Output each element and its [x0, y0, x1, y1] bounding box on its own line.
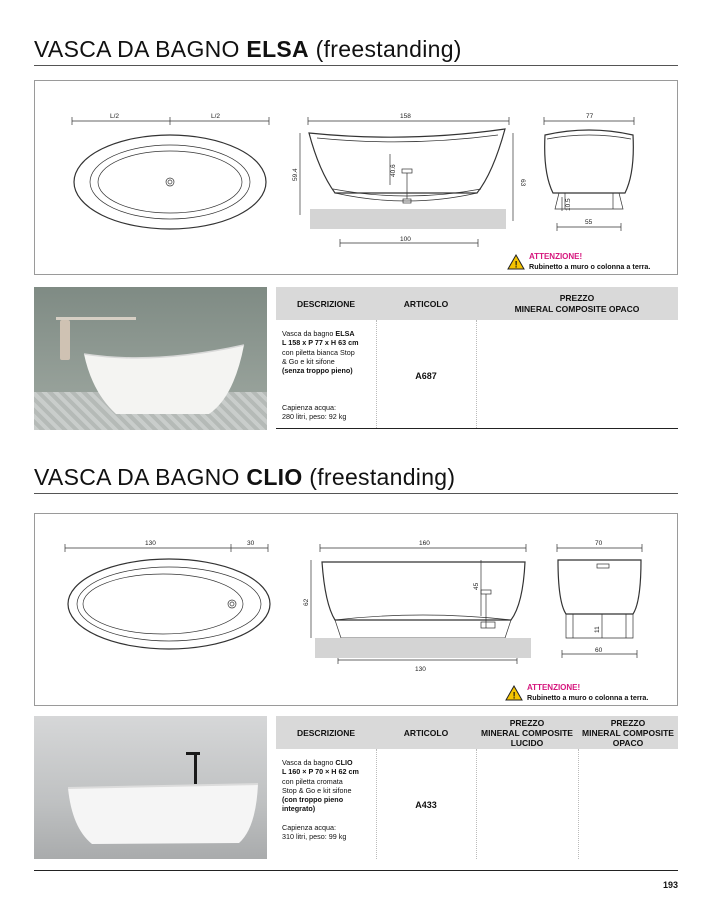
clio-dim-drain-offset: 30 — [247, 540, 255, 547]
elsa-dim-length: 158 — [400, 113, 411, 120]
elsa-dim-l2-right: L/2 — [211, 113, 221, 120]
elsa-dim-base-length: 100 — [400, 236, 411, 243]
elsa-dim-depth: 40.6 — [390, 164, 397, 177]
elsa-article-code: A687 — [415, 371, 437, 381]
clio-dim-length: 160 — [419, 540, 430, 547]
clio-header-price-matte: PREZZO MINERAL COMPOSITE OPACO — [582, 718, 674, 748]
clio-dim-height: 62 — [303, 598, 310, 606]
clio-title: VASCA DA BAGNO CLIO (freestanding) — [34, 464, 456, 490]
warning-icon — [505, 685, 523, 701]
elsa-dim-foot: 10.5 — [565, 198, 572, 211]
elsa-header-price-type: MINERAL COMPOSITE OPACO — [514, 304, 640, 314]
clio-bathtub-image — [34, 716, 267, 859]
elsa-dim-height: 63 — [519, 179, 526, 187]
clio-drawing-box — [34, 513, 678, 706]
page-number: 193 — [662, 880, 678, 890]
elsa-warning — [507, 252, 677, 274]
clio-warning-title: ATTENZIONE! — [527, 683, 581, 692]
warning-icon — [507, 254, 525, 270]
elsa-title-rule — [34, 65, 678, 66]
svg-text:!: ! — [512, 690, 516, 701]
elsa-header-description: DESCRIZIONE — [296, 299, 356, 309]
elsa-warning-text: Rubinetto a muro o colonna a terra. — [529, 262, 651, 271]
clio-description: Vasca da bagno CLIO L 160 × P 70 × H 62 cm con piletta cromata Stop & Go e kit sifone (con troppo pieno integrato) — [282, 758, 359, 814]
svg-text:!: ! — [514, 259, 518, 270]
elsa-bathtub-image — [34, 287, 267, 430]
clio-capacity: Capienza acqua: 310 litri, peso: 99 kg — [282, 823, 347, 842]
clio-technical-drawing — [35, 514, 679, 707]
elsa-table — [276, 287, 678, 430]
clio-header-article: ARTICOLO — [403, 728, 449, 738]
clio-dim-width: 70 — [595, 540, 603, 547]
clio-warning — [505, 683, 677, 705]
clio-dim-inner-length: 130 — [145, 540, 156, 547]
elsa-header-price: PREZZO — [559, 293, 595, 303]
elsa-title: VASCA DA BAGNO ELSA (freestanding) — [34, 36, 462, 62]
clio-dim-foot: 11 — [594, 626, 601, 633]
clio-article-code: A433 — [415, 800, 437, 810]
footer-rule — [34, 870, 678, 871]
clio-header-price-glossy: PREZZO MINERAL COMPOSITE LUCIDO — [481, 718, 573, 748]
elsa-dim-height-inner: 59.4 — [292, 168, 299, 181]
elsa-drawing-box — [34, 80, 678, 275]
elsa-photo — [34, 287, 267, 430]
clio-header-description: DESCRIZIONE — [296, 728, 356, 738]
elsa-dim-base-width: 55 — [585, 219, 593, 226]
clio-warning-text: Rubinetto a muro o colonna a terra. — [527, 693, 649, 702]
clio-title-rule — [34, 493, 678, 494]
clio-dim-base-width: 60 — [595, 647, 603, 654]
elsa-dim-l2-left: L/2 — [110, 113, 120, 120]
clio-table — [276, 716, 678, 859]
clio-dim-depth: 45 — [473, 582, 480, 590]
clio-dim-base-length: 130 — [415, 666, 426, 673]
elsa-capacity: Capienza acqua: 280 litri, peso: 92 kg — [282, 403, 347, 422]
elsa-description: Vasca da bagno ELSA L 158 x P 77 x H 63 cm con piletta bianca Stop & Go e kit sifone (senza troppo pieno) — [282, 329, 359, 376]
elsa-warning-title: ATTENZIONE! — [529, 252, 583, 261]
clio-photo — [34, 716, 267, 859]
elsa-header-article: ARTICOLO — [403, 299, 449, 309]
elsa-technical-drawing — [35, 81, 679, 276]
elsa-dim-width: 77 — [586, 113, 594, 120]
